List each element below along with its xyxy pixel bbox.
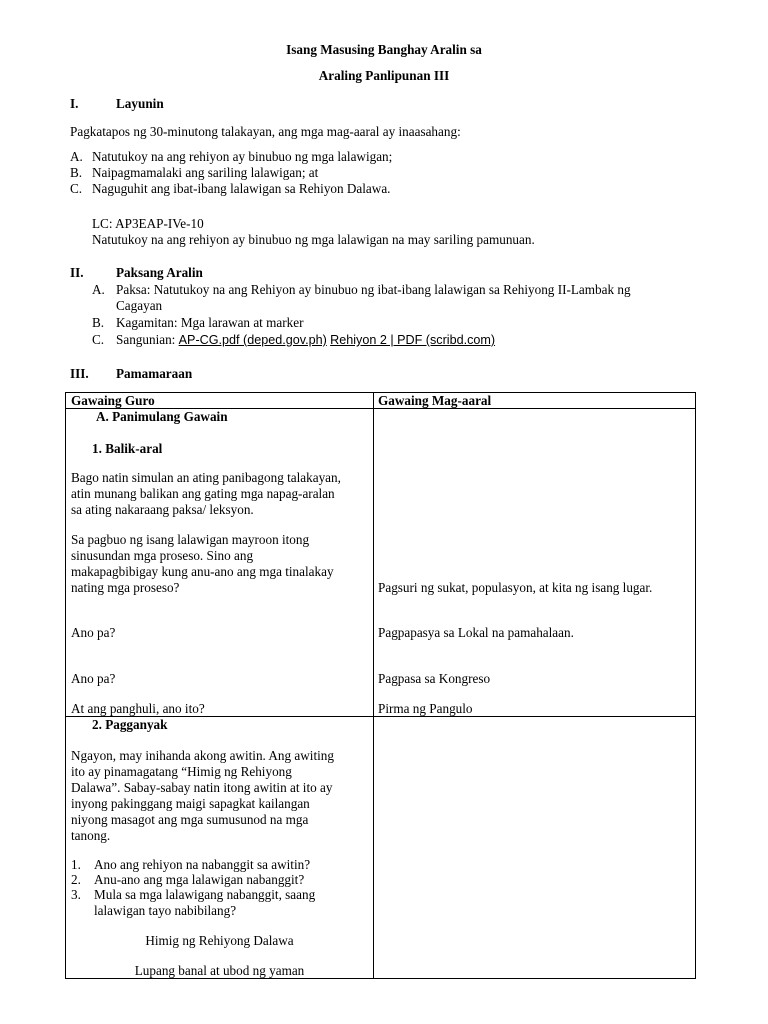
subsection-balik-aral: 1. Balik-aral [92, 441, 163, 456]
table-border-right [695, 392, 696, 979]
proseso-question: sinusundan mga proseso. Sino ang [71, 548, 254, 563]
kagamitan-text: Kagamitan: Mga larawan at marker [116, 315, 304, 330]
sangunian-line [116, 332, 495, 348]
document-title-line2: Araling Panlipunan III [318, 68, 450, 83]
question-mark: 1. [71, 857, 81, 872]
proseso-question: nating mga proseso? [71, 580, 180, 595]
subsection-pagganyak: 2. Pagganyak [92, 717, 168, 732]
learning-competency-code: LC: AP3EAP-IVe-10 [92, 216, 204, 231]
question-text-cont: lalawigan tayo nabibilang? [94, 903, 237, 918]
pagganyak-text: Ngayon, may inihanda akong awitin. Ang awiting [71, 748, 334, 763]
table-border-left [65, 392, 66, 979]
paksa-text-cont: Cagayan [116, 298, 163, 313]
panghuli-question: At ang panghuli, ano ito? [71, 701, 205, 716]
ano-pa-question-1: Ano pa? [71, 625, 116, 640]
question-text: Anu-ano ang mga lalawigan nabanggit? [94, 872, 305, 887]
question-mark: 2. [71, 872, 81, 887]
student-answer-3: Pagpasa sa Kongreso [378, 671, 491, 686]
objective-text: Naguguhit ang ibat-ibang lalawigan sa Rehiyon Dalawa. [92, 181, 391, 196]
pagganyak-text: niyong masagot ang mga sumusunod na mga [71, 812, 309, 827]
proseso-question: makapagbibigay kung anu-ano ang mga tinalakay [71, 564, 334, 579]
balik-aral-text: atin munang balikan ang gating mga napag-aralan [71, 486, 335, 501]
student-answer-1: Pagsuri ng sukat, populasyon, at kita ng isang lugar. [378, 580, 653, 595]
proseso-question: Sa pagbuo ng isang lalawigan mayroon itong [71, 532, 310, 547]
balik-aral-text: Bago natin simulan an ating panibagong talakayan, [71, 470, 341, 485]
source-link-ap-cg[interactable]: AP-CG.pdf (deped.gov.ph) [178, 333, 327, 347]
section-a-heading: A. Panimulang Gawain [96, 409, 228, 424]
item-mark: B. [92, 315, 105, 330]
section2-heading: Paksang Aralin [116, 265, 203, 280]
section1-heading: Layunin [116, 96, 164, 111]
song-title: Himig ng Rehiyong Dalawa [145, 933, 294, 948]
sangunian-label: Sangunian: [116, 332, 176, 347]
item-mark: A. [92, 282, 105, 297]
document-title-line1: Isang Masusing Banghay Aralin sa [286, 42, 482, 57]
question-mark: 3. [71, 887, 81, 902]
source-link-scribd[interactable]: Rehiyon 2 | PDF (scribd.com) [330, 333, 496, 347]
question-text: Mula sa mga lalawigang nabanggit, saang [94, 887, 316, 902]
pagganyak-text: Dalawa”. Sabay-sabay natin itong awitin at ito ay [71, 780, 333, 795]
learning-competency-text: Natutukoy na ang rehiyon ay binubuo ng mga lalawigan na may sariling pamunuan. [92, 232, 535, 247]
objective-mark: A. [70, 149, 83, 164]
objective-mark: C. [70, 181, 83, 196]
section3-heading: Pamamaraan [116, 366, 193, 381]
objective-mark: B. [70, 165, 83, 180]
objective-text: Natutukoy na ang rehiyon ay binubuo ng mga lalawigan; [92, 149, 393, 164]
student-answer-4: Pirma ng Pangulo [378, 701, 473, 716]
balik-aral-text: sa ating nakaraang paksa/ leksyon. [71, 502, 254, 517]
table-header-mag-aaral: Gawaing Mag-aaral [378, 393, 492, 408]
student-answer-2: Pagpapasya sa Lokal na pamahalaan. [378, 625, 574, 640]
section1-number: I. [70, 96, 79, 111]
question-text: Ano ang rehiyon na nabanggit sa awitin? [94, 857, 311, 872]
ano-pa-question-2: Ano pa? [71, 671, 116, 686]
table-header-guro: Gawaing Guro [71, 393, 155, 408]
table-column-divider [373, 392, 374, 979]
paksa-text: Paksa: Natutukoy na ang Rehiyon ay binubuo ng ibat-ibang lalawigan sa Rehiyong II-Lambak ng [116, 282, 631, 297]
section1-intro: Pagkatapos ng 30-minutong talakayan, ang mga mag-aaral ay inaasahang: [70, 124, 461, 139]
pagganyak-text: tanong. [71, 828, 111, 843]
pagganyak-text: inyong pakinggang maigi sapagkat kailangan [71, 796, 310, 811]
song-lyric-line: Lupang banal at ubod ng yaman [134, 963, 305, 978]
item-mark: C. [92, 332, 105, 347]
section2-number: II. [70, 265, 84, 280]
pagganyak-text: ito ay pinamagatang “Himig ng Rehiyong [71, 764, 292, 779]
objective-text: Naipagmamalaki ang sariling lalawigan; at [92, 165, 319, 180]
section3-number: III. [70, 366, 89, 381]
